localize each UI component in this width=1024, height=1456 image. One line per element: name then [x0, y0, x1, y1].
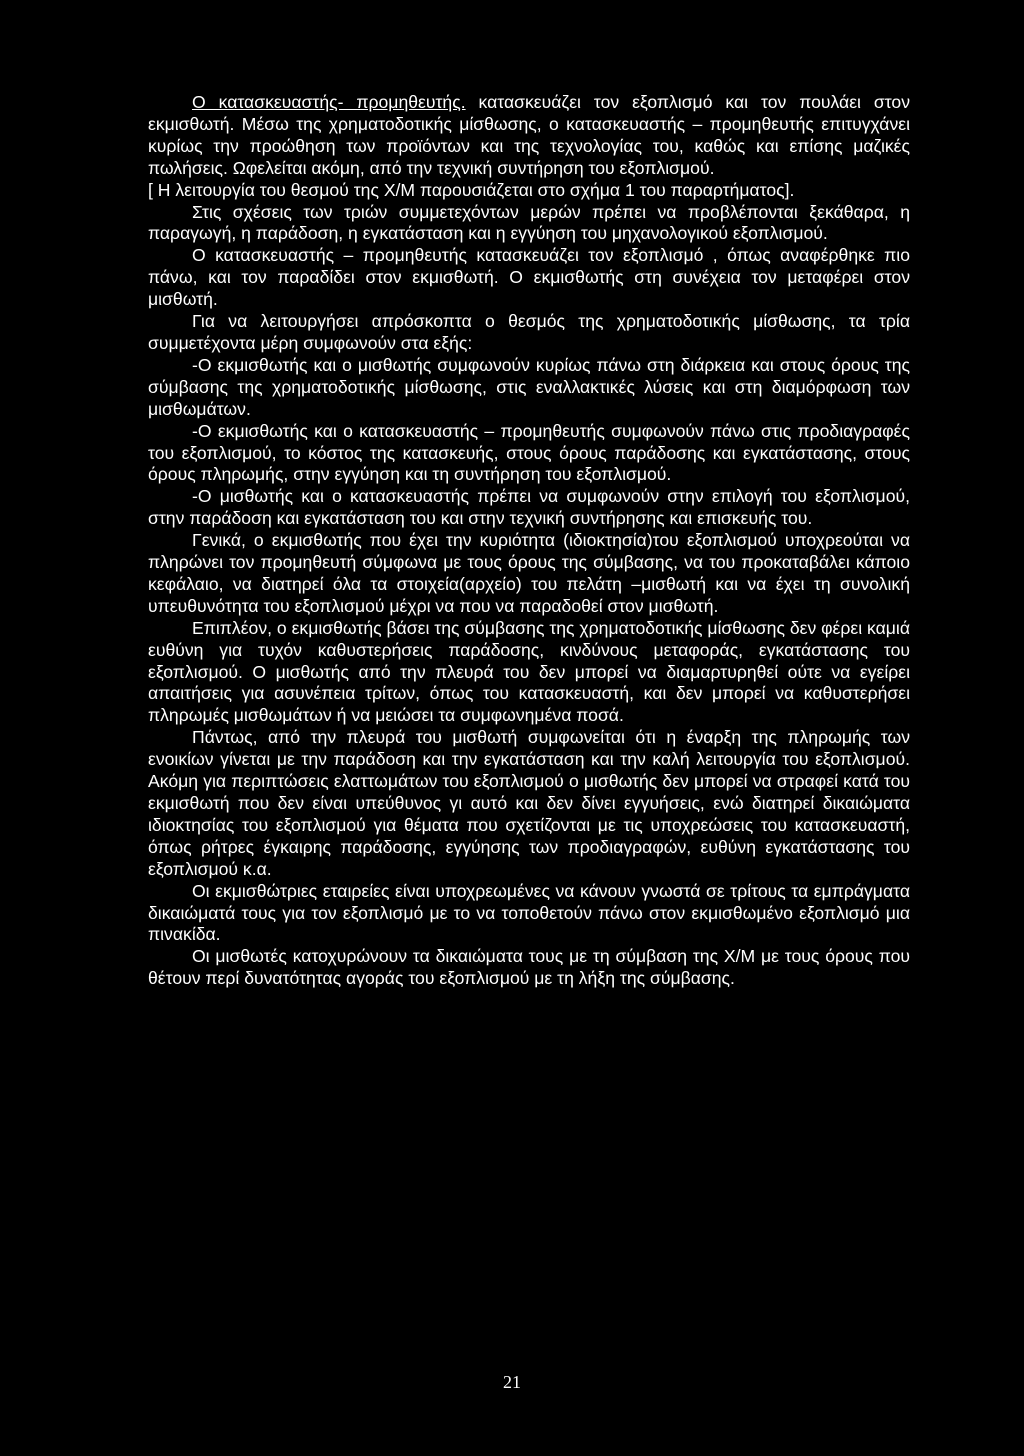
paragraph-lessor-plate: Οι εκμισθώτριες εταιρείες είναι υποχρεωμένες να κάνουν γνωστά σε τρίτους τα εμπράγματα δικαιώματά τους για τον εξοπλισμό με το να τοποθετούν πάνω στον εκμισθωμένο εξοπλισμό μια πινακίδα. [148, 880, 910, 945]
paragraph-note-bracket: [ Η λειτουργία του θεσμού της Χ/Μ παρουσιάζεται στο σχήμα 1 του παραρτήματος]. [148, 179, 795, 200]
paragraph-three-parties: Στις σχέσεις των τριών συμμετεχόντων μερών πρέπει να προβλέπονται ξεκάθαρα, η παραγωγή, η παράδοση, η εγκατάσταση και η εγγύηση του μηχανολογικού εξοπλισμού. [148, 201, 910, 244]
paragraph-lessee-rights: Οι μισθωτές κατοχυρώνουν τα δικαιώματα τους με τη σύμβαση της Χ/Μ με τους όρους που θέτουν περί δυνατότητας αγοράς του εξοπλισμού με τη λήξη της σύμβασης. [148, 946, 910, 989]
paragraph-lessor-lessee: -Ο εκμισθωτής και ο μισθωτής συμφωνούν κυρίως πάνω στη διάρκεια και στους όρους της σύμβασης της χρηματοδοτικής μίσθωσης, στις εναλλακτικές λύσεις και στη διαμόρφωση των μισθωμάτων. [148, 354, 910, 419]
paragraph-manufacturer-supplier [148, 92, 910, 180]
underlined-lead-term: Ο κατασκευαστής- προμηθευτής. [192, 92, 466, 112]
paragraph-lessee-payments: Πάντως, από την πλευρά του μισθωτή συμφωνείται ότι η έναρξη της πληρωμής των ενοικίων γίνεται με την παράδοση και την εγκατάσταση και την καλή λειτουργία του εξοπλισμού. Ακόμη για περιπτώσεις ελαττωμάτων του εξοπλισμού ο μισθωτής δεν μπορεί να στραφεί κατά του εκμισθωτή που δεν είναι υπεύθυνος γι αυτό και δεν δίνει εγγυήσεις, ενώ διατηρεί δικαιώματα ιδιοκτησίας του εξοπλισμού για θέματα που σχετίζονται με τις υποχρεώσεις του κατασκευαστή, όπως ρήτρες έγκαιρης παράδοσης, εγγύησης των προδιαγραφών, ευθύνη εγκατάστασης του εξοπλισμού κ.α. [148, 727, 910, 879]
document-body [148, 92, 910, 990]
paragraph-agreements-intro: Για να λειτουργήσει απρόσκοπτα ο θεσμός της χρηματοδοτικής μίσθωσης, τα τρία συμμετέχοντα μέρη συμφωνούν στα εξής: [148, 311, 910, 353]
paragraph-lessor-supplier: -Ο εκμισθωτής και ο κατασκευαστής – προμηθευτής συμφωνούν πάνω στις προδιαγραφές του εξοπλισμού, το κόστος της κατασκευής, στους όρους παράδοσης και εγκατάστασης, στους όρους πληρωμής, στην εγγύηση και τη συντήρηση του εξοπλισμού. [148, 420, 910, 485]
paragraph-lessor-liability: Επιπλέον, ο εκμισθωτής βάσει της σύμβασης της χρηματοδοτικής μίσθωσης δεν φέρει καμιά ευθύνη για τυχόν καθυστερήσεις παράδοσης, κινδύνους μεταφοράς, εγκατάστασης του εξοπλισμού. Ο μισθωτής από την πλευρά του δεν μπορεί να διαμαρτυρηθεί ούτε να εγείρει απαιτήσεις για ασυνέπεια τρίτων, όπως του κατασκευαστή, και δεν μπορεί να καθυστερήσει πληρωμές μισθωμάτων ή να μειώσει τα συμφωνημένα ποσά. [148, 617, 911, 726]
paragraph-lessor-obligations: Γενικά, ο εκμισθωτής που έχει την κυριότητα (ιδιοκτησία)του εξοπλισμού υποχρεούται να πληρώνει τον προμηθευτή σύμφωνα με τους όρους της σύμβασης, να του προκαταβάλει κάποιο κεφάλαιο, να διατηρεί όλα τα στοιχεία(αρχείο) του πελάτη –μισθωτή και να έχει τη συνολική υπευθυνότητα του εξοπλισμού μέχρι να που να παραδοθεί στον μισθωτή. [148, 530, 910, 616]
paragraph-delivery-chain: Ο κατασκευαστής – προμηθευτής κατασκευάζει τον εξοπλισμό , όπως αναφέρθηκε πιο πάνω, και τον παραδίδει στον εκμισθωτή. Ο εκμισθωτής στη συνέχεια τον μεταφέρει στον μισθωτή. [148, 245, 910, 310]
paragraph-lessee-supplier: -Ο μισθωτής και ο κατασκευαστής πρέπει να συμφωνούν στην επιλογή του εξοπλισμού, στην παράδοση και εγκατάσταση του και στην τεχνική συντήρησης και επισκευής του. [148, 486, 910, 529]
paragraph-text: κατασκευάζει τον εξοπλισμό και τον πουλάει στον εκμισθωτή. Μέσω της χρηματοδοτικής μίσθωσης, ο κατασκευαστής – προμηθευτής επιτυγχάνει κυρίως την προώθηση των προϊόντων και της τεχνολογίας του, καθώς και επίσης μαζικές πωλήσεις. Ωφελείται ακόμη, από την τεχνική συντήρηση του εξοπλισμού. [148, 92, 911, 178]
page-number: 21 [503, 1372, 521, 1392]
